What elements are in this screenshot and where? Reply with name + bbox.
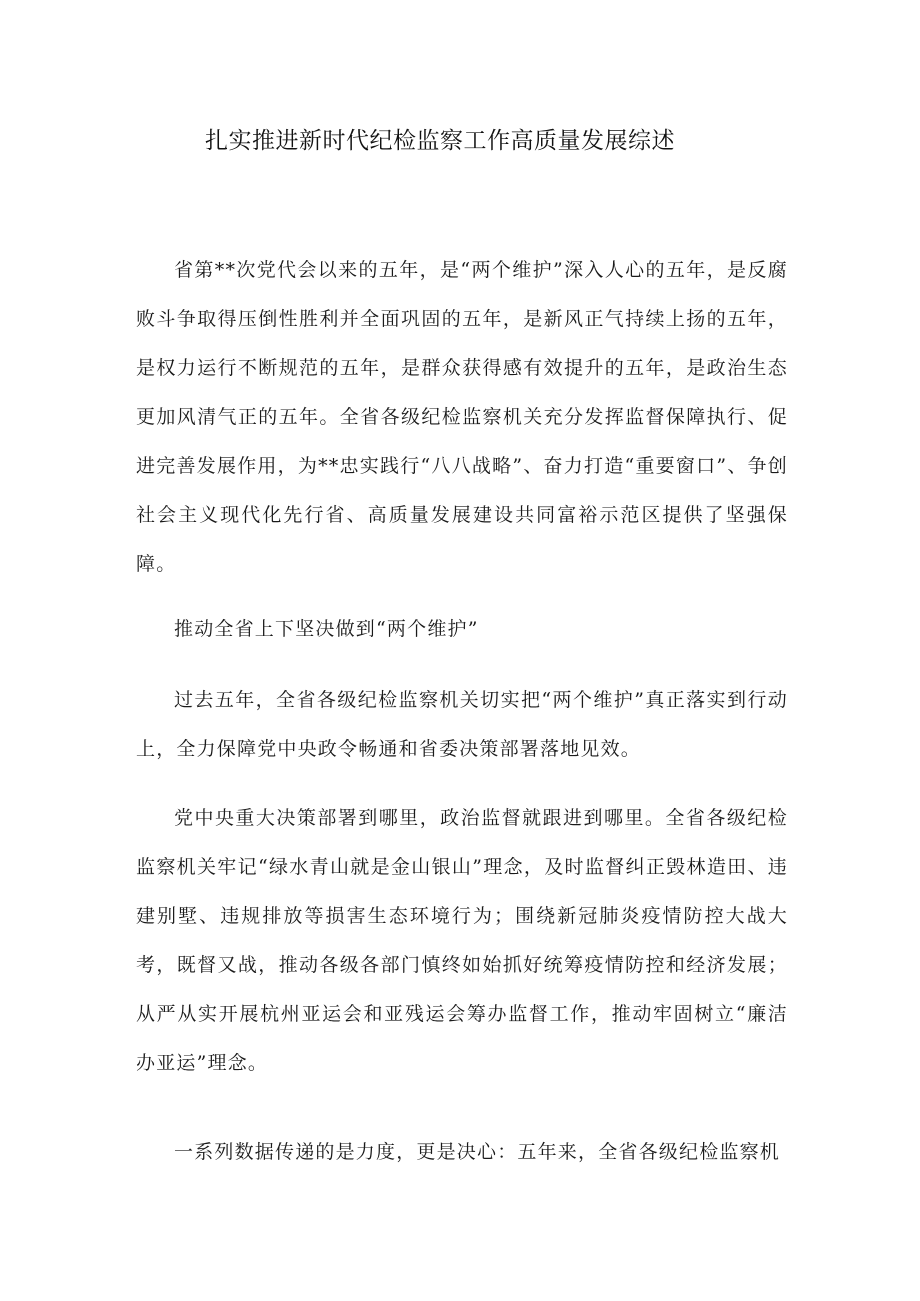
section-heading: 推动全省上下坚决做到“两个维护” — [174, 618, 479, 640]
paragraph-overview: 过去五年，全省各级纪检监察机关切实把“两个维护”真正落实到行动上，全力保障党中央政令畅通和省委决策部署落地见效。 — [136, 689, 788, 760]
paragraph-intro: 省第**次党代会以来的五年，是“两个维护”深入人心的五年，是反腐败斗争取得压倒性胜利并全面巩固的五年，是新风正气持续上扬的五年，是权力运行不断规范的五年，是群众获得感有效提升的五年，是政治生态更加风清气正的五年。全省各级纪检监察机关充分发挥监督保障执行、促进完善发展作用，为**忠实践行“八八战略”、奋力打造“重要窗口”、争创社会主义现代化先行省、高质量发展建设共同富裕示范区提供了坚强保障。 — [136, 259, 788, 575]
document-title: 扎实推进新时代纪检监察工作高质量发展综述 — [205, 128, 675, 154]
paragraph-data-statement: 一系列数据传递的是力度，更是决心：五年来，全省各级纪检监察机 — [174, 1141, 781, 1163]
paragraph-political-supervision: 党中央重大决策部署到哪里，政治监督就跟进到哪里。全省各级纪检监察机关牢记“绿水青山就是金山银山”理念，及时监督纠正毁林造田、违建别墅、违规排放等损害生态环境行为；围绕新冠肺炎疫情防控大战大考，既督又战，推动各级各部门慎终如始抓好统筹疫情防控和经济发展；从严从实开展杭州亚运会和亚残运会筹办监督工作，推动牢固树立“廉洁办亚运”理念。 — [136, 807, 788, 1074]
